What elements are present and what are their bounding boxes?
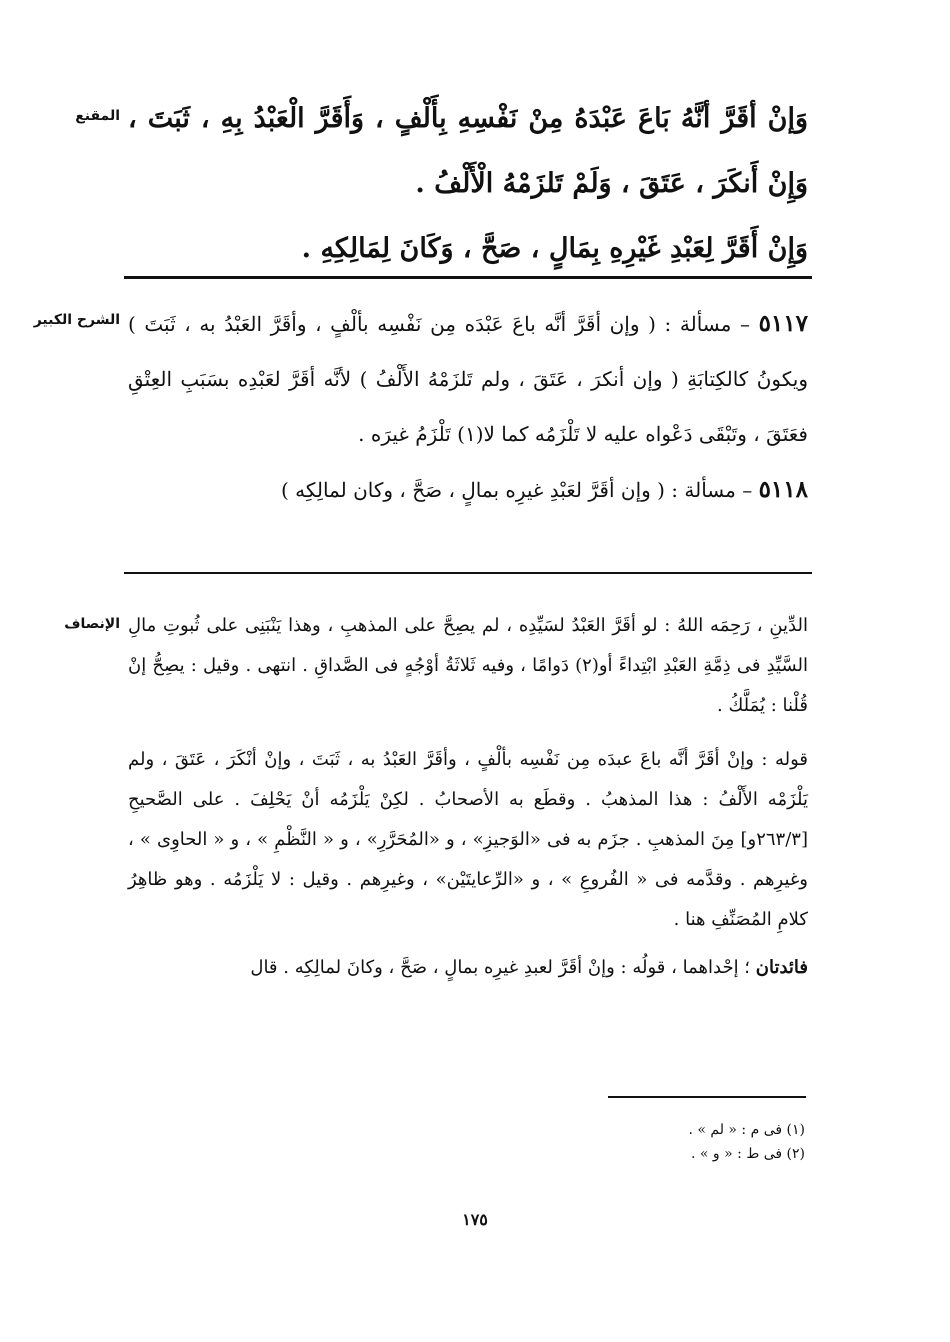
muqni-line-1: وَإنْ أقَرَّ أنَّهُ بَاعَ عَبْدَهُ مِنْ نَفْسِهِ بِأَلْفٍ ، وَأَقَرَّ الْعَبْدُ بِهِ ، ثَبَتَ ، وَإِنْ أَنكَرَ ، عَتَقَ ، وَلَمْ تَلزَمْهُ الْأَلْفُ . <box>128 103 808 199</box>
insaf-paragraph-1: الدِّينِ ، رَحِمَه اللهُ : لو أقَرَّ العَبْدُ لسَيِّدِه ، لم يصِحَّ على المذهبِ ، وهذا يَنْبَنِى على ثُبوتِ مالِ السَّيِّدِ فى ذِمَّةِ العَبْدِ ابْتِداءً أو(٢) دَوامًا ، وفيه ثَلاثَةُ أوْجُهٍ فى الصَّداقِ . انتهى . وقيل : يصِحُّ إنْ قُلْنا : يُمَلَّكُ . <box>128 615 808 716</box>
muqni-text <box>128 86 808 281</box>
sharh-text <box>128 296 808 518</box>
footnote-1: (١) فى م : « لم » . <box>688 1122 805 1138</box>
sharh-masala-5117 <box>128 296 808 462</box>
margin-label-insaf: الإنصاف <box>64 616 120 632</box>
page-number: ١٧٥ <box>462 1210 488 1229</box>
insaf-text <box>128 606 808 988</box>
masala-body: – مسألة : ( وإن أقَرَّ أنَّه باعَ عَبْدَه مِن نَفْسِه بألْفٍ ، وأقَرَّ العَبْدُ به ، ثَبَتَ ) ويكونُ كالكِتابَةِ ( وإن أنكرَ ، عَتَقَ ، ولم تَلزَمْهُ الأَلْفُ ) لأنَّه أقَرَّ لعَبْدِه بسَبَبِ العِتْقِ فعَتَقَ ، وتَبْقَى دَعْواه عليه لا تَلْزَمُه كما لا(١) تَلْزَمُ غيرَه . <box>128 312 808 446</box>
section-divider-thin <box>124 572 812 574</box>
insaf-paragraph-3 <box>128 948 808 988</box>
insaf-paragraph-2: قوله : وإنْ أقَرَّ أنَّه باعَ عبدَه مِن نَفْسِه بألْفٍ ، وأقَرَّ العَبْدُ به ، ثَبَتَ ، وإنْ أنْكَرَ ، عَتَقَ ، ولم يَلْزَمْه الأَلْفُ : هذا المذهبُ . وقطَع به الأصحابُ . لكِنْ يَلْزَمُه أنْ يَحْلِفَ . على الصَّحيحِ [٢٦٣/٣و] مِنَ المذهبِ . جزَم به فى «الوَجيزِ» ، و «المُحَرَّرِ» ، و « النَّظْمِ » ، و « الحاوِى » ، وغيرِهم . وقدَّمه فى « الفُروعِ » ، و «الرِّعايتَيْن» ، وغيرِهم . وقيل : لا يَلْزَمُه . وهو ظاهِرُ كلامِ المُصَنِّفِ هنا . <box>128 749 808 930</box>
section-divider <box>124 276 812 279</box>
footnote-divider <box>608 1096 806 1098</box>
muqni-line-2: وَإِنْ أَقَرَّ لِعَبْدِ غَيْرِهِ بِمَالٍ ، صَحَّ ، وَكَانَ لِمَالِكِهِ . <box>301 233 808 264</box>
faidatan-text: ؛ إحْداهما ، قولُه : وإنْ أقَرَّ لعبدِ غيرِه بمالٍ ، صَحَّ ، وكانَ لمالِكِه . قال <box>250 957 756 978</box>
faidatan-heading: فائدتان <box>755 957 808 978</box>
footnote-2: (٢) فى ط : « و » . <box>691 1146 805 1162</box>
masala-number: ٥١١٧ <box>758 310 808 337</box>
masala-body: – مسألة : ( وإن أقَرَّ لعَبْدِ غيرِه بمالٍ ، صَحَّ ، وكان لمالِكِه ) <box>280 478 759 502</box>
footnotes <box>500 1118 805 1166</box>
margin-label-muqni: المقنع <box>75 108 120 124</box>
margin-label-sharh: الشرح الكبير <box>33 312 120 328</box>
masala-number: ٥١١٨ <box>758 476 808 503</box>
sharh-masala-5118 <box>128 462 808 518</box>
